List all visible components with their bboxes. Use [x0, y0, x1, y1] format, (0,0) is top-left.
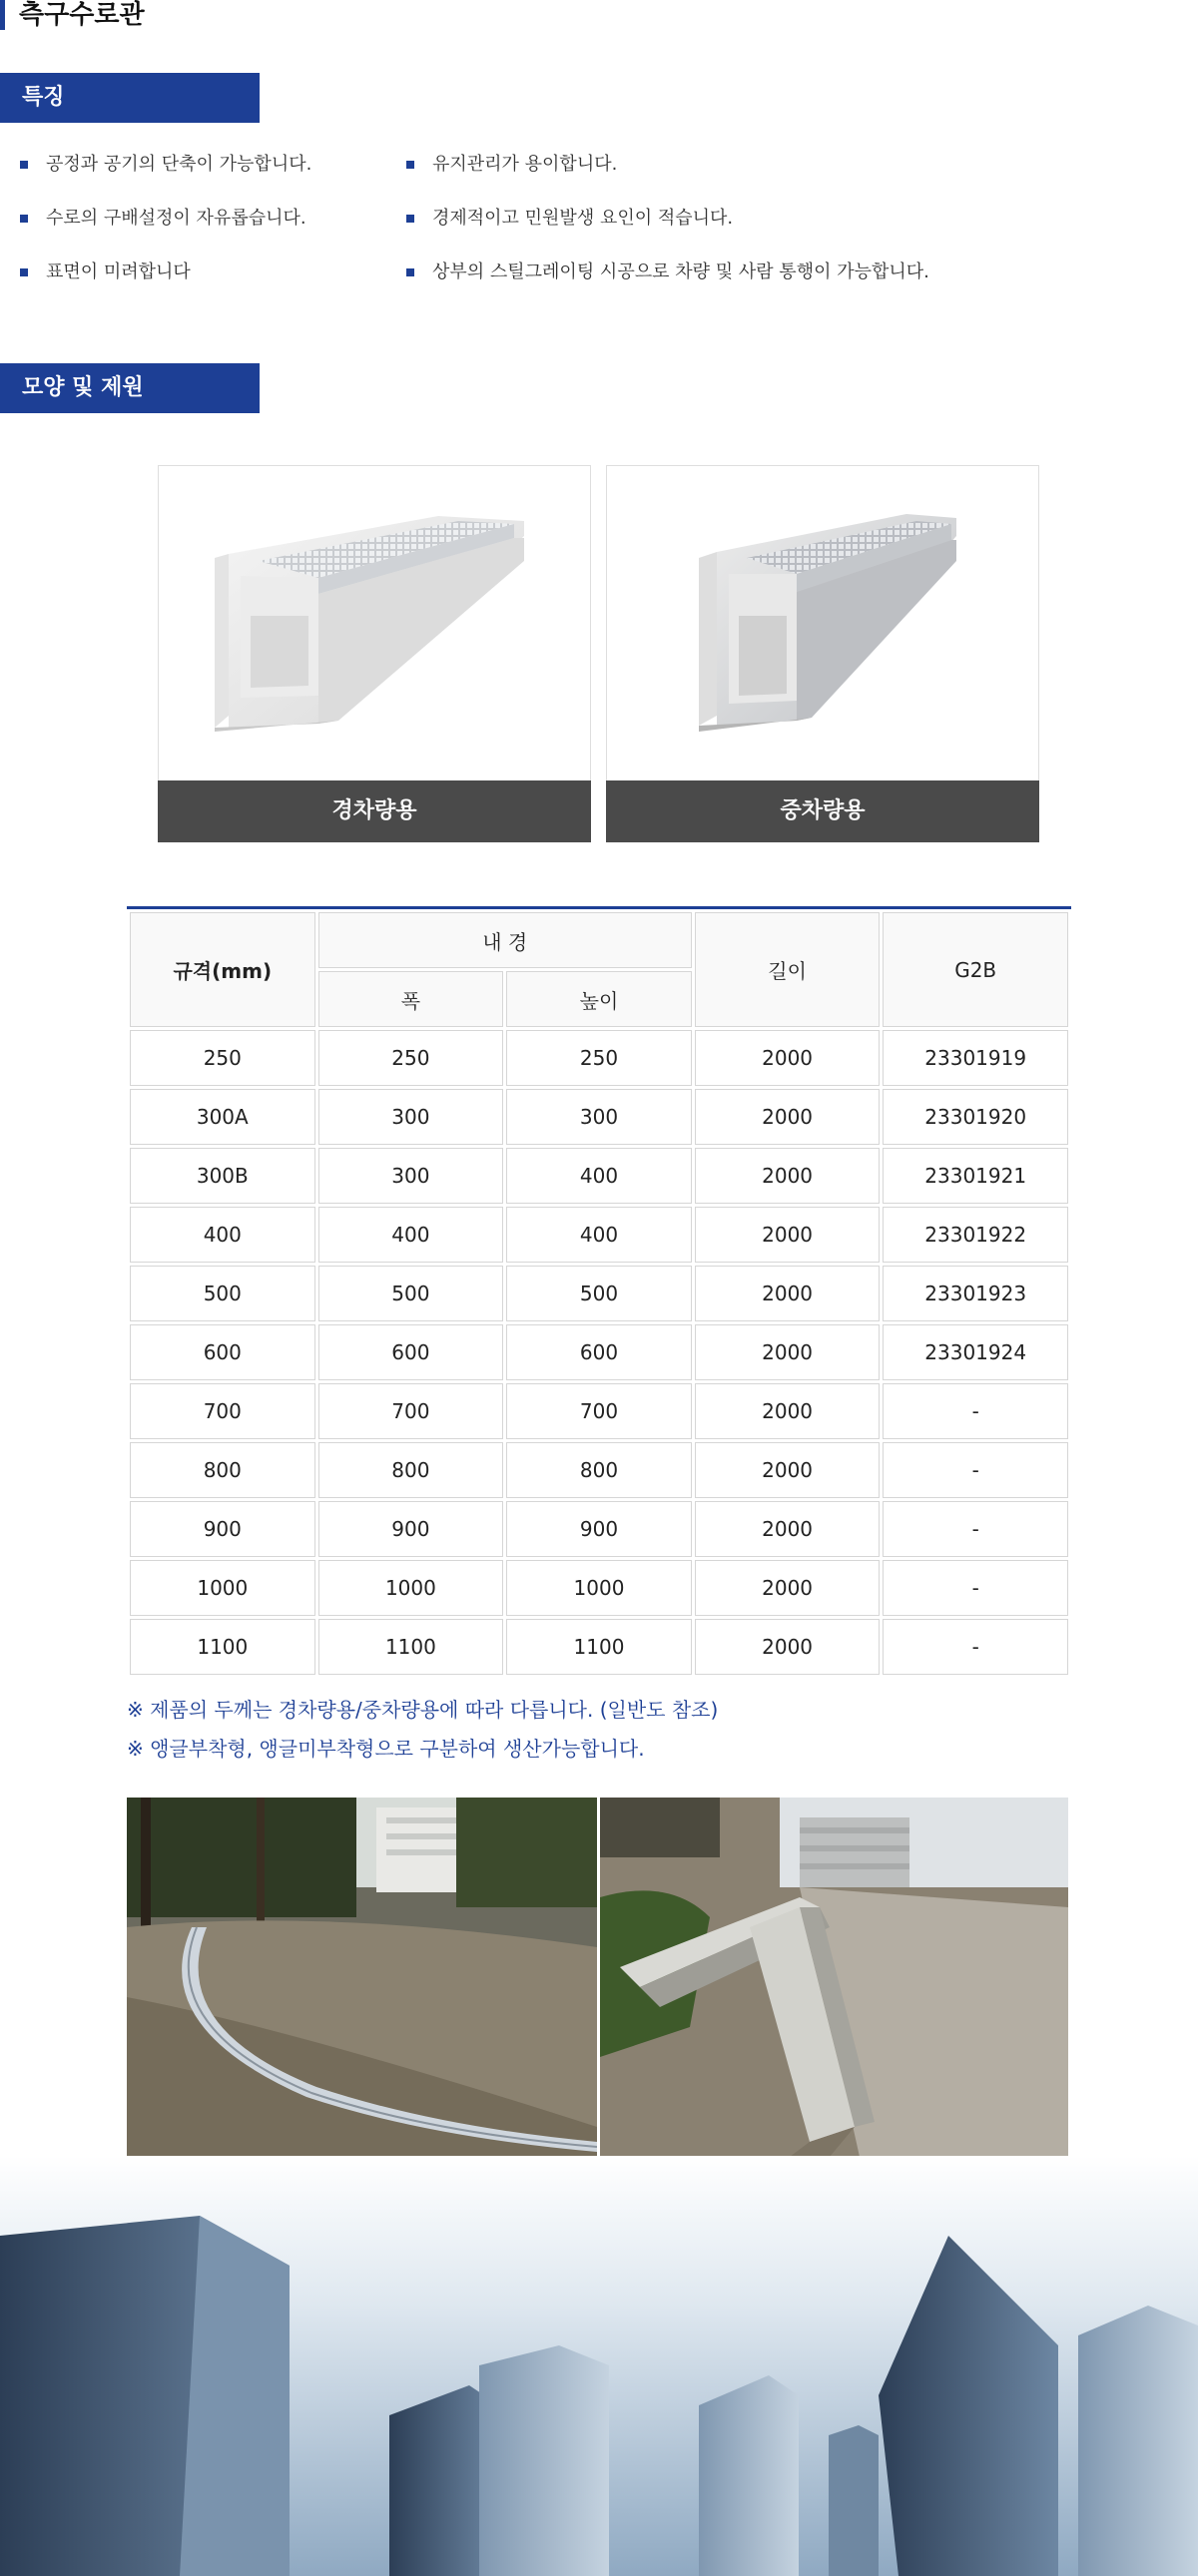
- cell-width: 600: [318, 1324, 504, 1380]
- cell-length: 2000: [695, 1383, 881, 1439]
- cell-spec: 300B: [130, 1148, 315, 1204]
- cell-width: 700: [318, 1383, 504, 1439]
- drainage-channel-heavy-image: [607, 466, 1038, 779]
- cell-height: 500: [506, 1266, 692, 1321]
- cell-width: 800: [318, 1442, 504, 1498]
- table-row: [130, 1089, 1068, 1145]
- cell-height: 800: [506, 1442, 692, 1498]
- cell-spec: 500: [130, 1266, 315, 1321]
- feature-text: 유지관리가 용이합니다.: [432, 154, 618, 175]
- cell-height: 1100: [506, 1619, 692, 1675]
- cell-length: 2000: [695, 1560, 881, 1616]
- feature-item: [20, 259, 191, 285]
- spec-table: [127, 906, 1071, 1678]
- cell-width: 300: [318, 1089, 504, 1145]
- feature-text: 표면이 미려합니다: [46, 261, 191, 282]
- table-row: [130, 1207, 1068, 1263]
- cell-width: 1000: [318, 1560, 504, 1616]
- cell-spec: 250: [130, 1030, 315, 1086]
- city-skyline-image: [0, 2156, 1198, 2576]
- feature-text: 수로의 구배설정이 자유롭습니다.: [46, 208, 306, 229]
- feature-item: [20, 152, 311, 178]
- drainage-channel-light-image: [159, 466, 590, 779]
- cell-g2b: -: [883, 1560, 1068, 1616]
- feature-item: [406, 152, 617, 178]
- cell-g2b: -: [883, 1383, 1068, 1439]
- table-row: [130, 1030, 1068, 1086]
- square-bullet-icon: [406, 215, 414, 223]
- note-thickness: ※ 제품의 두께는 경차량용/중차량용에 따라 다릅니다. (일반도 참조): [127, 1698, 719, 1722]
- cell-width: 300: [318, 1148, 504, 1204]
- square-bullet-icon: [20, 161, 28, 169]
- section-title-specs: 모양 및 제원: [0, 363, 260, 413]
- feature-text: 상부의 스틸그레이팅 시공으로 차량 및 사람 통행이 가능합니다.: [432, 261, 929, 282]
- cell-width: 500: [318, 1266, 504, 1321]
- table-row: [130, 1442, 1068, 1498]
- feature-text: 경제적이고 민원발생 요인이 적습니다.: [432, 208, 734, 229]
- cell-height: 400: [506, 1207, 692, 1263]
- header-width: 폭: [318, 971, 504, 1027]
- header-g2b: G2B: [883, 912, 1068, 1027]
- section-title-features: 특징: [0, 73, 260, 123]
- cell-height: 250: [506, 1030, 692, 1086]
- table-row: [130, 1148, 1068, 1204]
- cell-length: 2000: [695, 1501, 881, 1557]
- header-inner: 내 경: [318, 912, 692, 968]
- product-label-heavy: 중차량용: [606, 780, 1039, 842]
- cell-spec: 1000: [130, 1560, 315, 1616]
- square-bullet-icon: [406, 161, 414, 169]
- cell-width: 900: [318, 1501, 504, 1557]
- cell-g2b: 23301924: [883, 1324, 1068, 1380]
- cell-length: 2000: [695, 1030, 881, 1086]
- product-card-heavy: [606, 465, 1039, 842]
- table-row: [130, 1266, 1068, 1321]
- cell-length: 2000: [695, 1619, 881, 1675]
- cell-width: 250: [318, 1030, 504, 1086]
- table-row: [130, 1383, 1068, 1439]
- installation-photo-park: [127, 1798, 597, 2157]
- product-card-light: [158, 465, 591, 842]
- cell-g2b: -: [883, 1501, 1068, 1557]
- cell-height: 300: [506, 1089, 692, 1145]
- cell-length: 2000: [695, 1148, 881, 1204]
- cell-length: 2000: [695, 1266, 881, 1321]
- header-length: 길이: [695, 912, 881, 1027]
- table-row: [130, 1324, 1068, 1380]
- cell-height: 900: [506, 1501, 692, 1557]
- cell-g2b: -: [883, 1442, 1068, 1498]
- header-spec: 규격(mm): [130, 912, 315, 1027]
- cell-spec: 400: [130, 1207, 315, 1263]
- installation-photo-construction: [600, 1798, 1068, 2157]
- cell-width: 400: [318, 1207, 504, 1263]
- cell-length: 2000: [695, 1207, 881, 1263]
- cell-length: 2000: [695, 1442, 881, 1498]
- square-bullet-icon: [20, 268, 28, 276]
- cell-height: 400: [506, 1148, 692, 1204]
- cell-g2b: 23301919: [883, 1030, 1068, 1086]
- cell-g2b: 23301920: [883, 1089, 1068, 1145]
- page-title: 측구수로관: [0, 0, 145, 30]
- cell-spec: 700: [130, 1383, 315, 1439]
- square-bullet-icon: [20, 215, 28, 223]
- cell-g2b: 23301921: [883, 1148, 1068, 1204]
- feature-text: 공정과 공기의 단축이 가능합니다.: [46, 154, 312, 175]
- cell-spec: 300A: [130, 1089, 315, 1145]
- table-row: [130, 1619, 1068, 1675]
- cell-length: 2000: [695, 1324, 881, 1380]
- cell-length: 2000: [695, 1089, 881, 1145]
- header-height: 높이: [506, 971, 692, 1027]
- note-angle: ※ 앵글부착형, 앵글미부착형으로 구분하여 생산가능합니다.: [127, 1737, 645, 1761]
- feature-item: [406, 206, 733, 232]
- cell-g2b: -: [883, 1619, 1068, 1675]
- cell-height: 700: [506, 1383, 692, 1439]
- table-row: [130, 1560, 1068, 1616]
- product-label-light: 경차량용: [158, 780, 591, 842]
- table-row: [130, 1501, 1068, 1557]
- cell-spec: 900: [130, 1501, 315, 1557]
- cell-height: 600: [506, 1324, 692, 1380]
- square-bullet-icon: [406, 268, 414, 276]
- cell-spec: 1100: [130, 1619, 315, 1675]
- cell-spec: 600: [130, 1324, 315, 1380]
- cell-width: 1100: [318, 1619, 504, 1675]
- feature-item: [406, 259, 929, 285]
- feature-item: [20, 206, 306, 232]
- cell-spec: 800: [130, 1442, 315, 1498]
- cell-g2b: 23301923: [883, 1266, 1068, 1321]
- cell-height: 1000: [506, 1560, 692, 1616]
- cell-g2b: 23301922: [883, 1207, 1068, 1263]
